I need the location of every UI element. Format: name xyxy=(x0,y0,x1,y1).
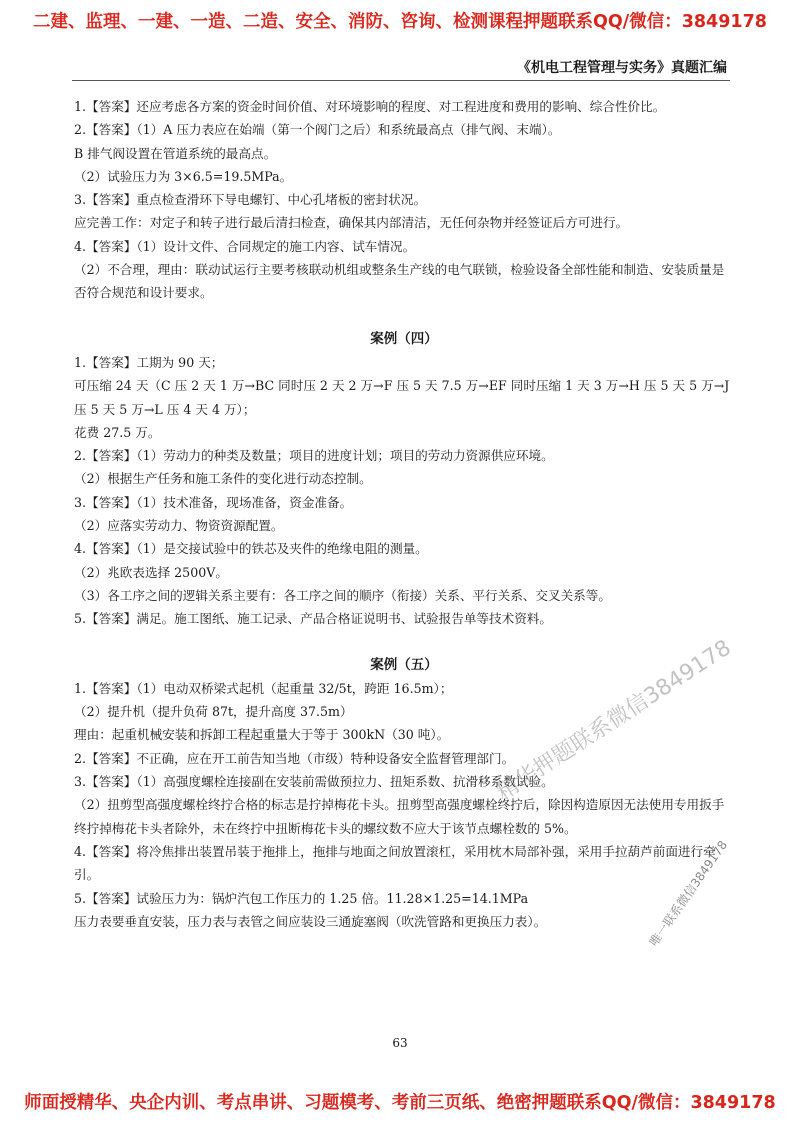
small-watermark: 唯一联系微信3849178 xyxy=(646,838,731,949)
answer-paragraph: 2.【答案】不正确，应在开工前告知当地（市级）特种设备安全监督管理部门。 xyxy=(74,750,515,766)
page-content xyxy=(74,95,734,933)
answer-paragraph: 4.【答案】（1）是交接试验中的铁芯及夹件的绝缘电阻的测量。 xyxy=(74,541,428,557)
answer-paragraph: 压力表要垂直安装，压力表与表管之间应装设三通旋塞阀（吹洗管路和更换压力表）。 xyxy=(74,913,547,929)
answer-paragraph: 花费 27.5 万。 xyxy=(74,424,161,440)
answer-paragraph: 1.【答案】还应考虑各方案的资金时间价值、对环境影响的程度、对工程进度和费用的影响、综合性价比。 xyxy=(74,99,666,114)
answer-paragraph: （2）试验压力为 3×6.5=19.5MPa。 xyxy=(74,168,293,184)
answer-paragraph: 3.【答案】重点检查滑环下导电螺钉、中心孔堵板的密封状况。 xyxy=(74,192,427,208)
answer-paragraph: 1.【答案】工期为 90 天； xyxy=(74,354,224,370)
answer-paragraph: （3）各工序之间的逻辑关系主要有：各工序之间的顺序（衔接）关系、平行关系、交叉关系等。 xyxy=(74,587,611,603)
answer-paragraph: 4.【答案】将冷焦排出装置吊装于拖排上，拖排与地面之间放置滚杠，采用枕木局部补强，采用手拉葫芦前面进行牵引。 xyxy=(74,843,716,883)
answer-paragraph: （2）兆欧表选择 2500V。 xyxy=(74,564,228,580)
answer-paragraph: 5.【答案】试验压力为：锅炉汽包工作压力的 1.25 倍。11.28×1.25=14.1MPa xyxy=(74,890,529,906)
top-promo-banner: 二建、监理、一建、一造、二造、安全、消防、咨询、检测课程押题联系QQ/微信：3849178 xyxy=(33,12,767,32)
page-number: 63 xyxy=(392,1036,408,1050)
diagonal-watermark: 精华押题联系微信3849178 xyxy=(492,635,736,806)
bottom-promo-banner: 师面授精华、央企内训、考点串讲、习题模考、考前三页纸、绝密押题联系QQ/微信：3849178 xyxy=(24,1093,776,1113)
answer-paragraph: 2.【答案】（1）劳动力的种类及数量；项目的进度计划；项目的劳动力资源供应环境。 xyxy=(74,448,554,464)
case-heading-5: 案例（五） xyxy=(370,656,438,673)
answer-paragraph: （2）不合理，理由：联动试运行主要考核联动机组或整条生产线的电气联锁，检验设备全部性能和制造、安装质量是否符合规范和设计要求。 xyxy=(74,262,725,301)
answer-paragraph: 3.【答案】（1）技术准备，现场准备，资金准备。 xyxy=(74,494,353,510)
answer-paragraph: 理由：起重机械安装和拆卸工程起重量大于等于 300kN（30 吨）。 xyxy=(74,727,450,743)
answer-paragraph: （2）应落实劳动力、物资资源配置。 xyxy=(74,518,284,534)
answer-paragraph: 2.【答案】（1）A 压力表应在始端（第一个阀门之后）和系统最高点（排气阀、末端）。 xyxy=(74,122,561,138)
document-title: 《机电工程管理与实务》真题汇编 xyxy=(517,60,727,76)
answer-paragraph: 可压缩 24 天（C 压 2 天 1 万→BC 同时压 2 天 2 万→F 压 5 天 7.5 万→EF 同时压缩 1 天 3 万→H 压 5 天 5 万→J 压 5 天 5 万→L 压 4 天 4 万）； xyxy=(74,378,730,417)
answer-paragraph: （2）扭剪型高强度螺栓终拧合格的标志是拧掉梅花卡头。扭剪型高强度螺栓终拧后，除因构造原因无法使用专用扳手终拧掉梅花卡头者除外，未在终拧中扭断梅花卡头的螺纹数不应大于该节点螺栓数的 5%。 xyxy=(74,797,725,836)
header-rule xyxy=(72,80,730,81)
answer-paragraph: （2）根据生产任务和施工条件的变化进行动态控制。 xyxy=(74,471,372,487)
answer-paragraph: 1.【答案】（1）电动双桥梁式起机（起重量 32/5t，跨距 16.5m）； xyxy=(74,680,453,696)
answer-paragraph: 3.【答案】（1）高强度螺栓连接副在安装前需做预拉力、扭矩系数、抗滑移系数试验。 xyxy=(74,774,554,790)
answer-paragraph: 应完善工作：对定子和转子进行最后清扫检查，确保其内部清洁，无任何杂物并经签证后方可进行。 xyxy=(74,215,629,231)
answer-paragraph: 4.【答案】（1）设计文件、合同规定的施工内容、试车情况。 xyxy=(74,238,416,254)
answer-paragraph: B 排气阀设置在管道系统的最高点。 xyxy=(74,145,277,161)
case-heading-4: 案例（四） xyxy=(370,330,438,347)
answer-paragraph: 5.【答案】满足。施工图纸、施工记录、产品合格证说明书、试验报告单等技术资料。 xyxy=(74,611,552,627)
answer-paragraph: （2）提升机（提升负荷 87t，提升高度 37.5m） xyxy=(74,704,353,720)
